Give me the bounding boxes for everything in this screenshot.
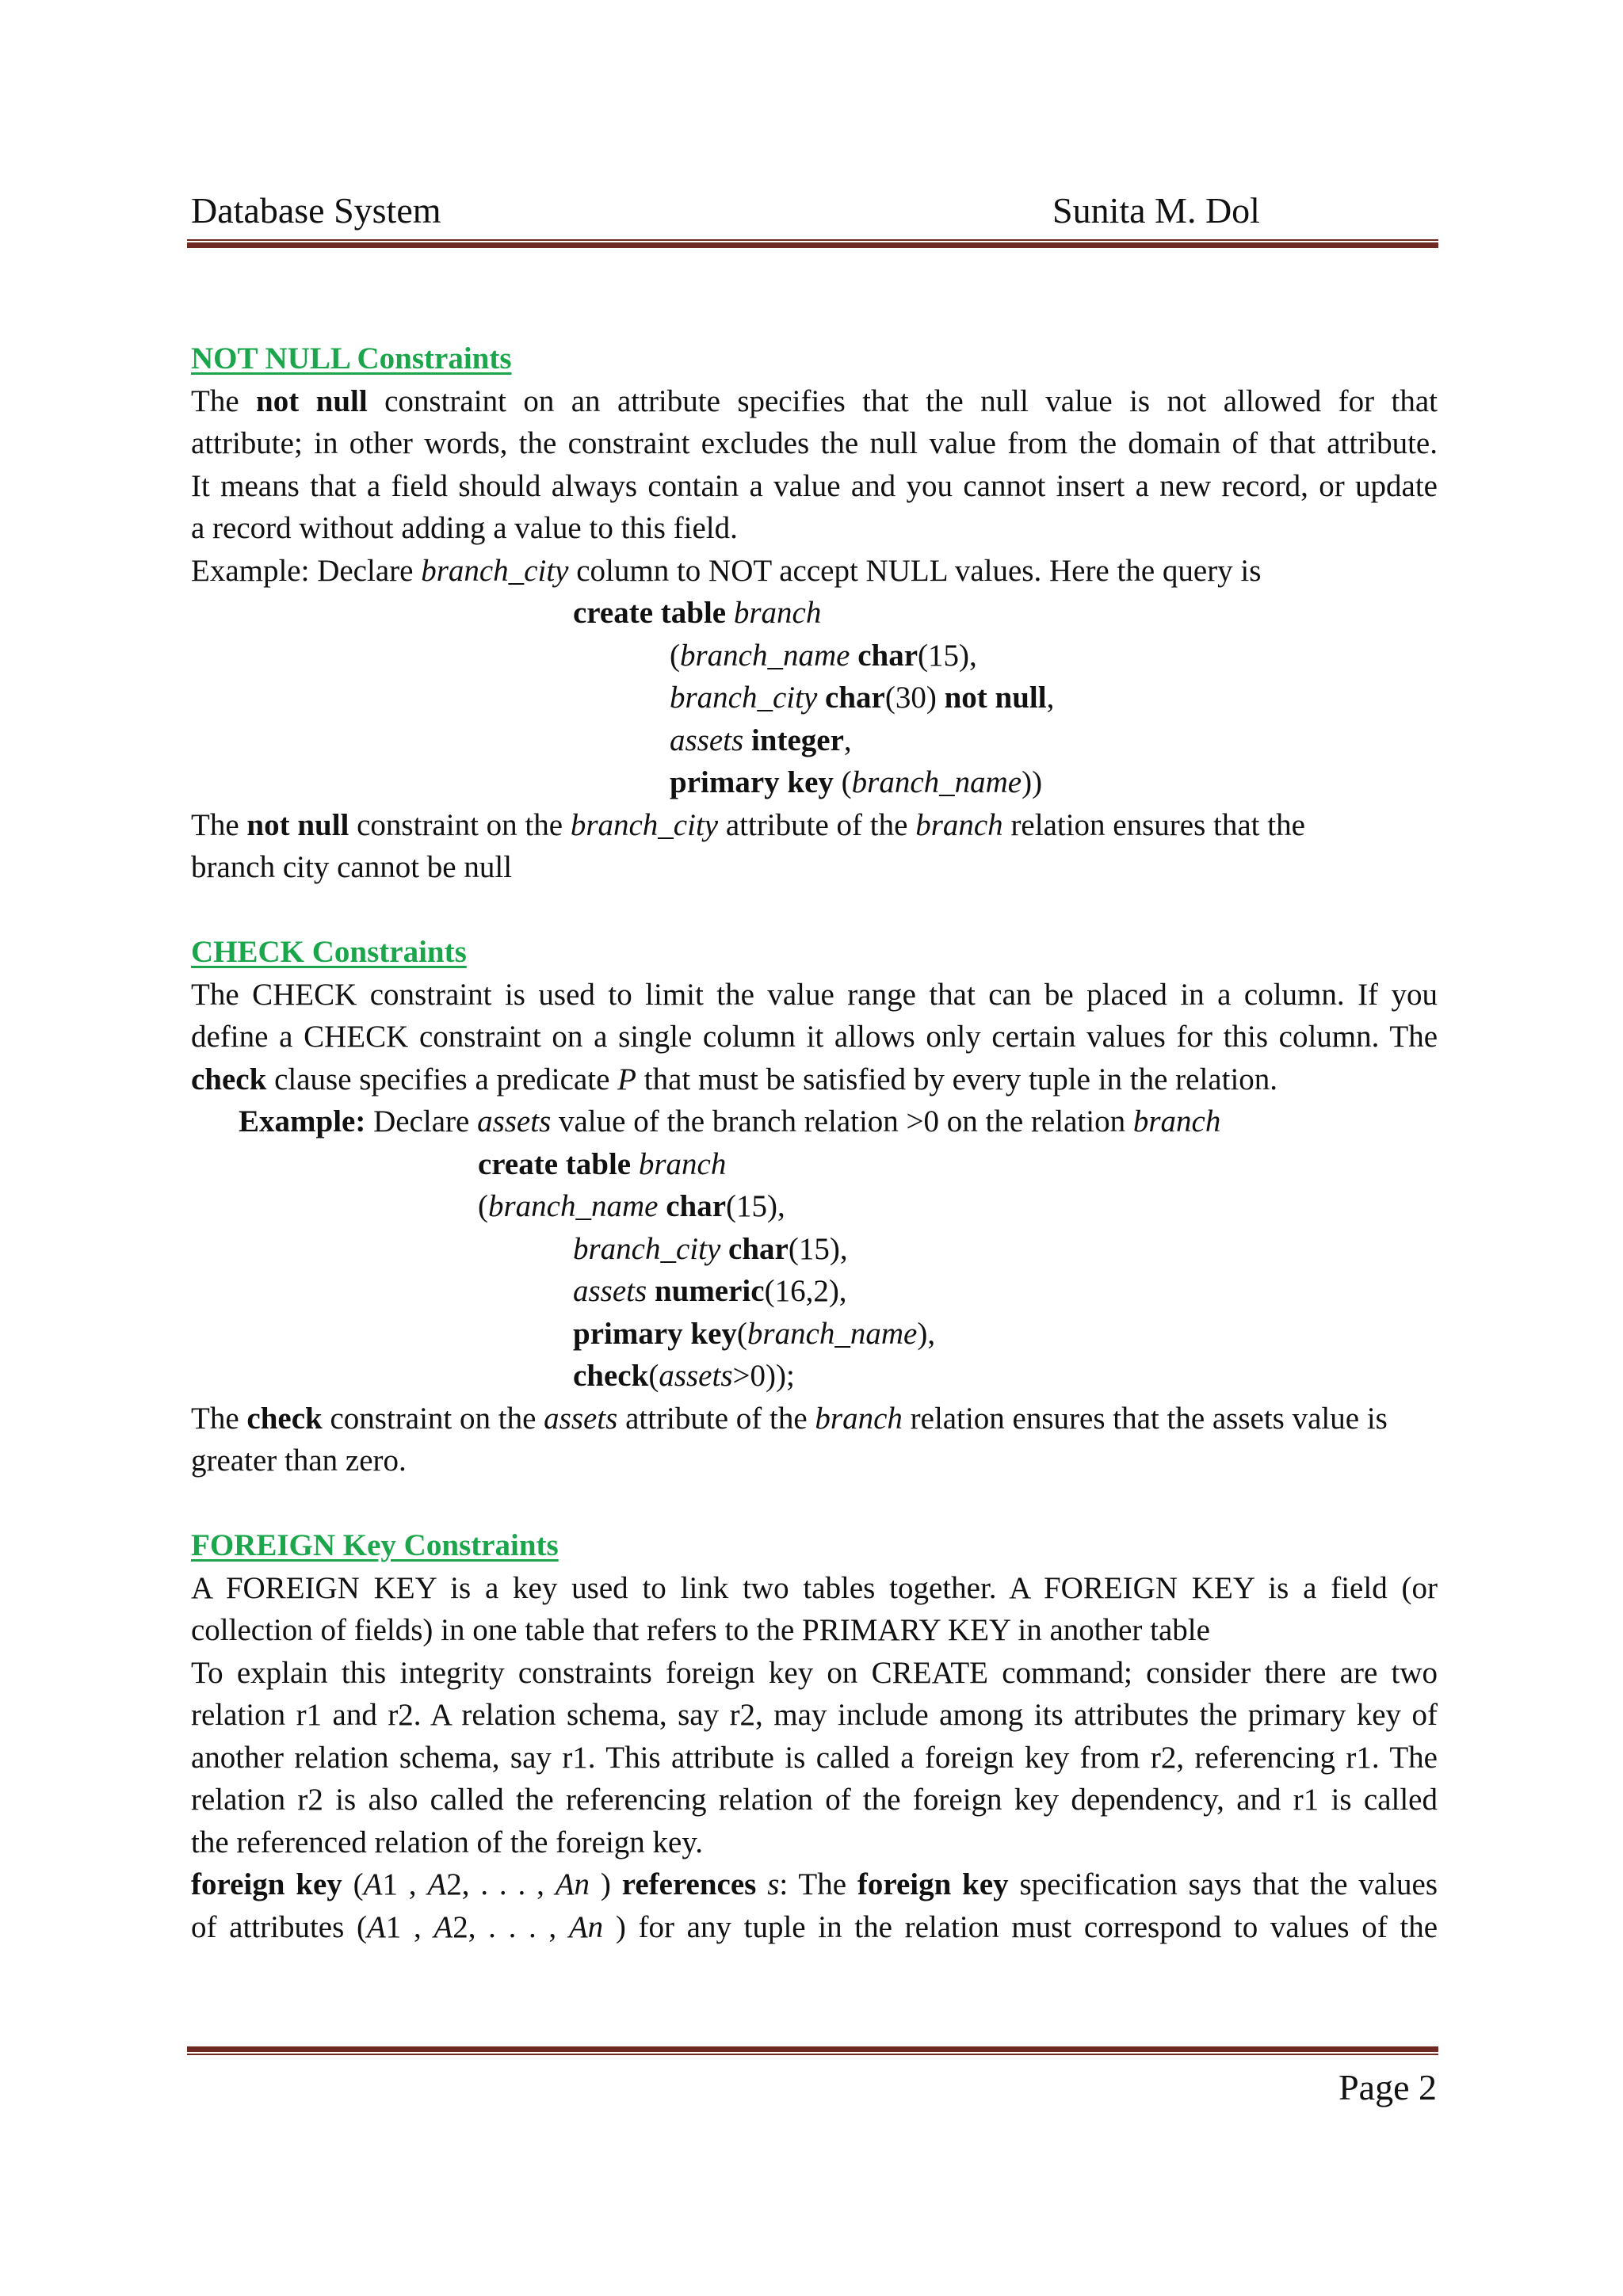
example-line: Example: Declare assets value of the branch relation >0 on the relation branch <box>239 1104 1221 1138</box>
code-line: branch_city char(30) not null, <box>670 681 1055 715</box>
paragraph-line: of attributes (A1 , A2, . . . , An ) for any tuple in the relation must correspond to values of the <box>191 1909 1438 1944</box>
code-line: (branch_name char(15), <box>478 1189 785 1223</box>
paragraph-line: check clause specifies a predicate P that must be satisfied by every tuple in the relation. <box>191 1062 1278 1097</box>
header-rule-thin <box>187 239 1438 241</box>
paragraph-line: foreign key (A1 , A2, . . . , An ) references s: The foreign key specification says that the values <box>191 1867 1438 1901</box>
paragraph-line: collection of fields) in one table that refers to the PRIMARY KEY in another table <box>191 1613 1210 1647</box>
paragraph-line: greater than zero. <box>191 1444 407 1478</box>
example-line: Example: Declare branch_city column to NOT accept NULL values. Here the query is <box>191 553 1262 588</box>
paragraph-line: relation r2 is also called the referencing relation of the foreign key dependency, and r1 is called <box>191 1783 1438 1817</box>
page-number: Page 2 <box>1338 2067 1437 2107</box>
page-header <box>191 187 1438 235</box>
paragraph-line: The not null constraint on an attribute specifies that the null value is not allowed for that <box>191 383 1438 418</box>
paragraph-line: the referenced relation of the foreign key. <box>191 1825 704 1859</box>
code-line: primary key(branch_name), <box>573 1316 936 1351</box>
paragraph-line: branch city cannot be null <box>191 850 513 884</box>
code-line: primary key (branch_name)) <box>670 765 1043 799</box>
paragraph-line: relation r1 and r2. A relation schema, say r2, may include among its attributes the primary key of <box>191 1698 1438 1732</box>
code-line: create table branch <box>573 596 822 630</box>
paragraph-line: A FOREIGN KEY is a key used to link two tables together. A FOREIGN KEY is a field (or <box>191 1570 1438 1605</box>
paragraph-line: a record without adding a value to this field. <box>191 511 738 545</box>
section-heading-check: CHECK Constraints <box>191 935 467 969</box>
paragraph-line: The not null constraint on the branch_city attribute of the branch relation ensures that the <box>191 807 1305 842</box>
paragraph-line: The CHECK constraint is used to limit the value range that can be placed in a column. If you <box>191 977 1438 1012</box>
section-heading-not-null: NOT NULL Constraints <box>191 341 512 376</box>
code-line: create table branch <box>478 1146 727 1181</box>
paragraph-line: The check constraint on the assets attribute of the branch relation ensures that the assets value is <box>191 1401 1388 1436</box>
footer-rule-thin <box>187 2054 1438 2055</box>
page-body <box>191 338 1438 1948</box>
paragraph-line: another relation schema, say r1. This attribute is called a foreign key from r2, referencing r1. The <box>191 1740 1438 1775</box>
section-heading-foreign-key: FOREIGN Key Constraints <box>191 1528 559 1562</box>
code-line: assets numeric(16,2), <box>573 1274 847 1308</box>
header-title: Database System <box>191 190 441 231</box>
header-rule-thick <box>187 242 1438 248</box>
header-author: Sunita M. Dol <box>1052 190 1260 231</box>
paragraph-line: define a CHECK constraint on a single column it allows only certain values for this column. The <box>191 1020 1438 1054</box>
paragraph-line: attribute; in other words, the constraint excludes the null value from the domain of that attribute. <box>191 426 1438 460</box>
paragraph-line: It means that a field should always contain a value and you cannot insert a new record, or update <box>191 468 1438 503</box>
code-line: assets integer, <box>670 723 852 757</box>
footer-rule-thick <box>187 2046 1438 2052</box>
code-line: check(assets>0)); <box>573 1359 795 1393</box>
code-line: (branch_name char(15), <box>670 638 977 673</box>
paragraph-line: To explain this integrity constraints foreign key on CREATE command; consider there are two <box>191 1655 1438 1690</box>
code-line: branch_city char(15), <box>573 1231 848 1266</box>
